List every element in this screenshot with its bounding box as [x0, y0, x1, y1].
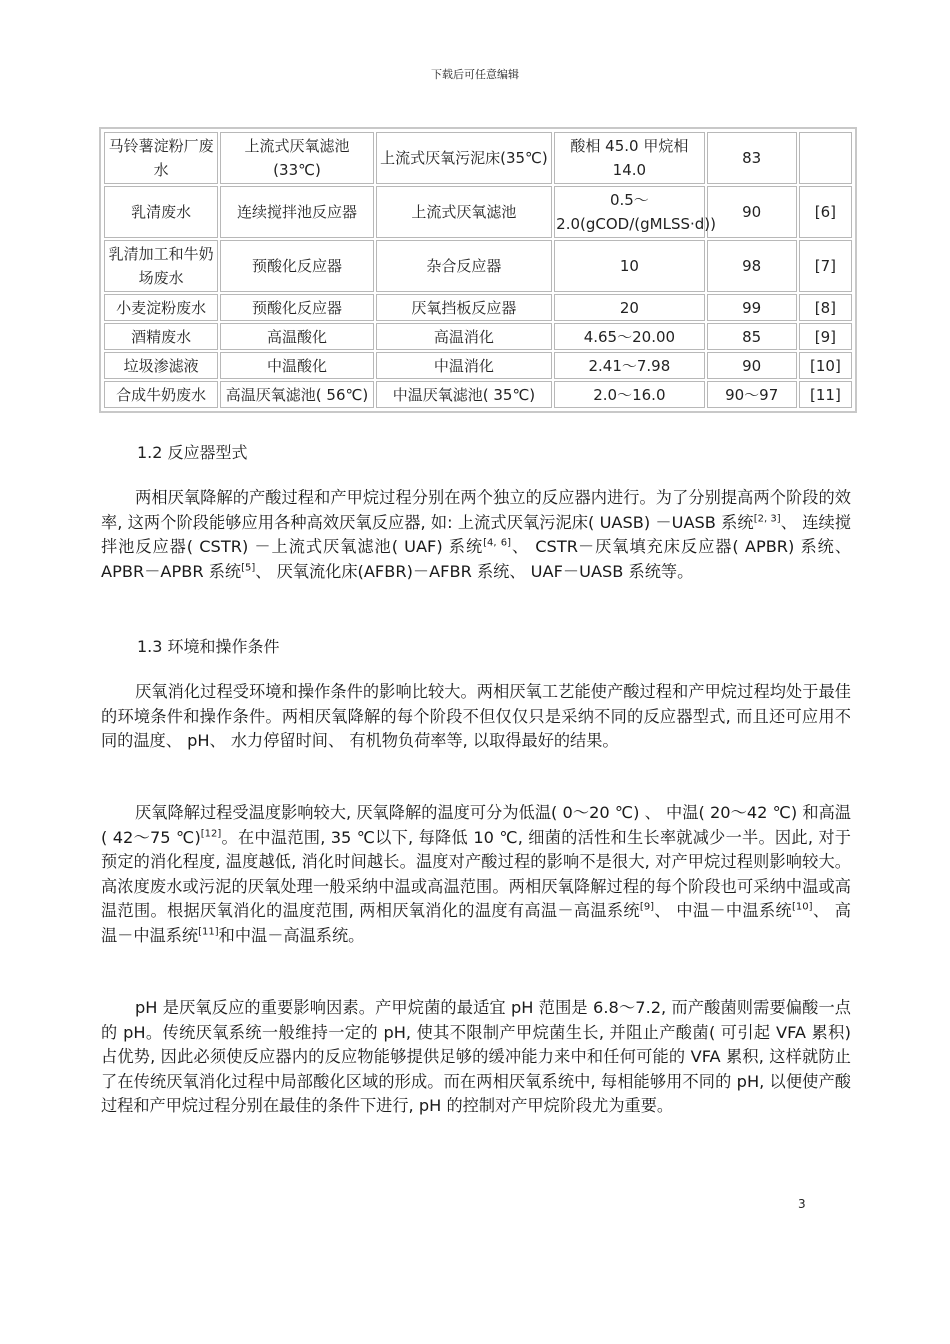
table-cell: 预酸化反应器: [220, 240, 373, 292]
table-row: [104, 294, 852, 321]
table-cell: 中温酸化: [220, 352, 373, 379]
table-row: [104, 352, 852, 379]
section-heading-1-3: 1.3 环境和操作条件: [137, 637, 280, 656]
table-cell: [7]: [799, 240, 852, 292]
table-cell: 连续搅拌池反应器: [220, 186, 373, 238]
table-cell: [9]: [799, 323, 852, 350]
citation: [4, 6]: [483, 537, 511, 549]
table-cell: [10]: [799, 352, 852, 379]
table-cell: 83: [707, 132, 797, 184]
table-cell: 85: [707, 323, 797, 350]
paragraph-text: 、 CSTR－厌氧填充床反应器( APBR) 系统、 APBR－APBR 系统: [101, 537, 852, 581]
table-cell: 上流式厌氧滤池: [376, 186, 552, 238]
table-cell: 垃圾渗滤液: [104, 352, 218, 379]
table-cell: 高温酸化: [220, 323, 373, 350]
citation: [10]: [791, 901, 813, 913]
table-cell: 酒精废水: [104, 323, 218, 350]
table-cell: 合成牛奶废水: [104, 381, 218, 408]
table-cell: 上流式厌氧污泥床(35℃): [376, 132, 552, 184]
table-cell: 上流式厌氧滤池(33℃): [220, 132, 373, 184]
table-cell: 4.65～20.00: [554, 323, 704, 350]
paragraph-text: 、 厌氧流化床(AFBR)－AFBR 系统、 UAF－UASB 系统等。: [255, 561, 694, 581]
table-cell: 小麦淀粉废水: [104, 294, 218, 321]
citation: [5]: [241, 562, 256, 574]
paragraph-temperature: [101, 801, 851, 948]
paragraph-text: 厌氧消化过程受环境和操作条件的影响比较大。两相厌氧工艺能使产酸过程和产甲烷过程均处于最佳的环境条件和操作条件。两相厌氧降解的每个阶段不但仅仅只是采纳不同的反应器型式, 而且还可应用不同的温度、 pH、 水力停留时间、 有机物负荷率等, 以取得最好的结果。: [101, 682, 851, 750]
table-cell: 高温消化: [376, 323, 552, 350]
paragraph-text: 两相厌氧降解的产酸过程和产甲烷过程分别在两个独立的反应器内进行。为了分别提高两个阶段的效率, 这两个阶段能够应用各种高效厌氧反应器, 如: 上流式厌氧污泥床( UASB) －UASB 系统: [101, 488, 851, 532]
table-cell: 90～97: [707, 381, 797, 408]
citation: [2, 3]: [753, 513, 781, 525]
paragraph-reactor-types: [101, 486, 851, 584]
data-table-frame: [99, 127, 857, 413]
table-cell: 厌氧挡板反应器: [376, 294, 552, 321]
table-cell: [8]: [799, 294, 852, 321]
table-cell: 杂合反应器: [376, 240, 552, 292]
paragraph-text: 、 连续搅拌池反应器( CSTR) －上流式厌氧滤池( UAF) 系统: [101, 512, 852, 556]
paragraph-environment: [101, 680, 851, 754]
table-row: [104, 132, 852, 184]
table-cell: 90: [707, 352, 797, 379]
paragraph-text: 厌氧降解过程受温度影响较大, 厌氧降解的温度可分为低温( 0～20 ℃) 、 中温( 20～42 ℃) 和高温( 42～75 ℃): [101, 803, 851, 847]
paragraph-ph: [101, 996, 851, 1119]
table-row: [104, 186, 852, 238]
table-cell: [799, 132, 852, 184]
table-cell: 0.5～2.0(gCOD/(gMLSS·d)): [554, 186, 704, 238]
table-cell: 98: [707, 240, 797, 292]
page-number: 3: [798, 1197, 806, 1211]
table-cell: [6]: [799, 186, 852, 238]
section-heading-1-2: 1.2 反应器型式: [137, 443, 248, 462]
table-cell: 中温厌氧滤池( 35℃): [376, 381, 552, 408]
paragraph-text: 、 高温－中温系统: [101, 901, 851, 945]
table-cell: 20: [554, 294, 704, 321]
paragraph-text: 和中温－高温系统。: [218, 925, 365, 945]
table-cell: 2.41～7.98: [554, 352, 704, 379]
table-cell: 10: [554, 240, 704, 292]
paragraph-text: 、 中温－中温系统: [654, 901, 792, 920]
citation: [9]: [639, 901, 655, 913]
table-cell: 乳清加工和牛奶场废水: [104, 240, 218, 292]
citation: [12]: [200, 828, 222, 840]
table-cell: 高温厌氧滤池( 56℃): [220, 381, 373, 408]
table-cell: 乳清废水: [104, 186, 218, 238]
data-table: [102, 130, 854, 410]
table-cell: 酸相 45.0 甲烷相 14.0: [554, 132, 704, 184]
paragraph-text: 。在中温范围, 35 ℃以下, 每降低 10 ℃, 细菌的活性和生长率就减少一半。因此, 对于预定的消化程度, 温度越低, 消化时间越长。温度对产酸过程的影响不是很大, 对产甲烷过程则影响较大。高浓度废水或污泥的厌氧处理一般采纳中温或高温范围。两相厌氧降解过程的每个阶段也可采纳中温或高温范围。根据厌氧消化的温度范围, 两相厌氧消化的温度有高温－高温系统: [101, 827, 851, 920]
table-cell: 预酸化反应器: [220, 294, 373, 321]
table-cell: [11]: [799, 381, 852, 408]
table-cell: 马铃薯淀粉厂废水: [104, 132, 218, 184]
page-header: 下载后可任意编辑: [431, 68, 519, 81]
table-cell: 90: [707, 186, 797, 238]
paragraph-text: pH 是厌氧反应的重要影响因素。产甲烷菌的最适宜 pH 范围是 6.8～7.2, 而产酸菌则需要偏酸一点的 pH。传统厌氧系统一般维持一定的 pH, 使其不限制产甲烷菌生长, 并阻止产酸菌( 可引起 VFA 累积) 占优势, 因此必须使反应器内的反应物能够提供足够的缓冲能力来中和任何可能的 VFA 累积, 这样就防止了在传统厌氧消化过程中局部酸化区域的形成。而在两相厌氧系统中, 每相能够用不同的 pH, 以便使产酸过程和产甲烷过程分别在最佳的条件下进行, pH 的控制对产甲烷阶段尤为重要。: [101, 998, 851, 1115]
table-cell: 2.0～16.0: [554, 381, 704, 408]
table-cell: 中温消化: [376, 352, 552, 379]
table-row: [104, 381, 852, 408]
citation: [11]: [198, 926, 219, 938]
table-row: [104, 240, 852, 292]
table-row: [104, 323, 852, 350]
table-cell: 99: [707, 294, 797, 321]
